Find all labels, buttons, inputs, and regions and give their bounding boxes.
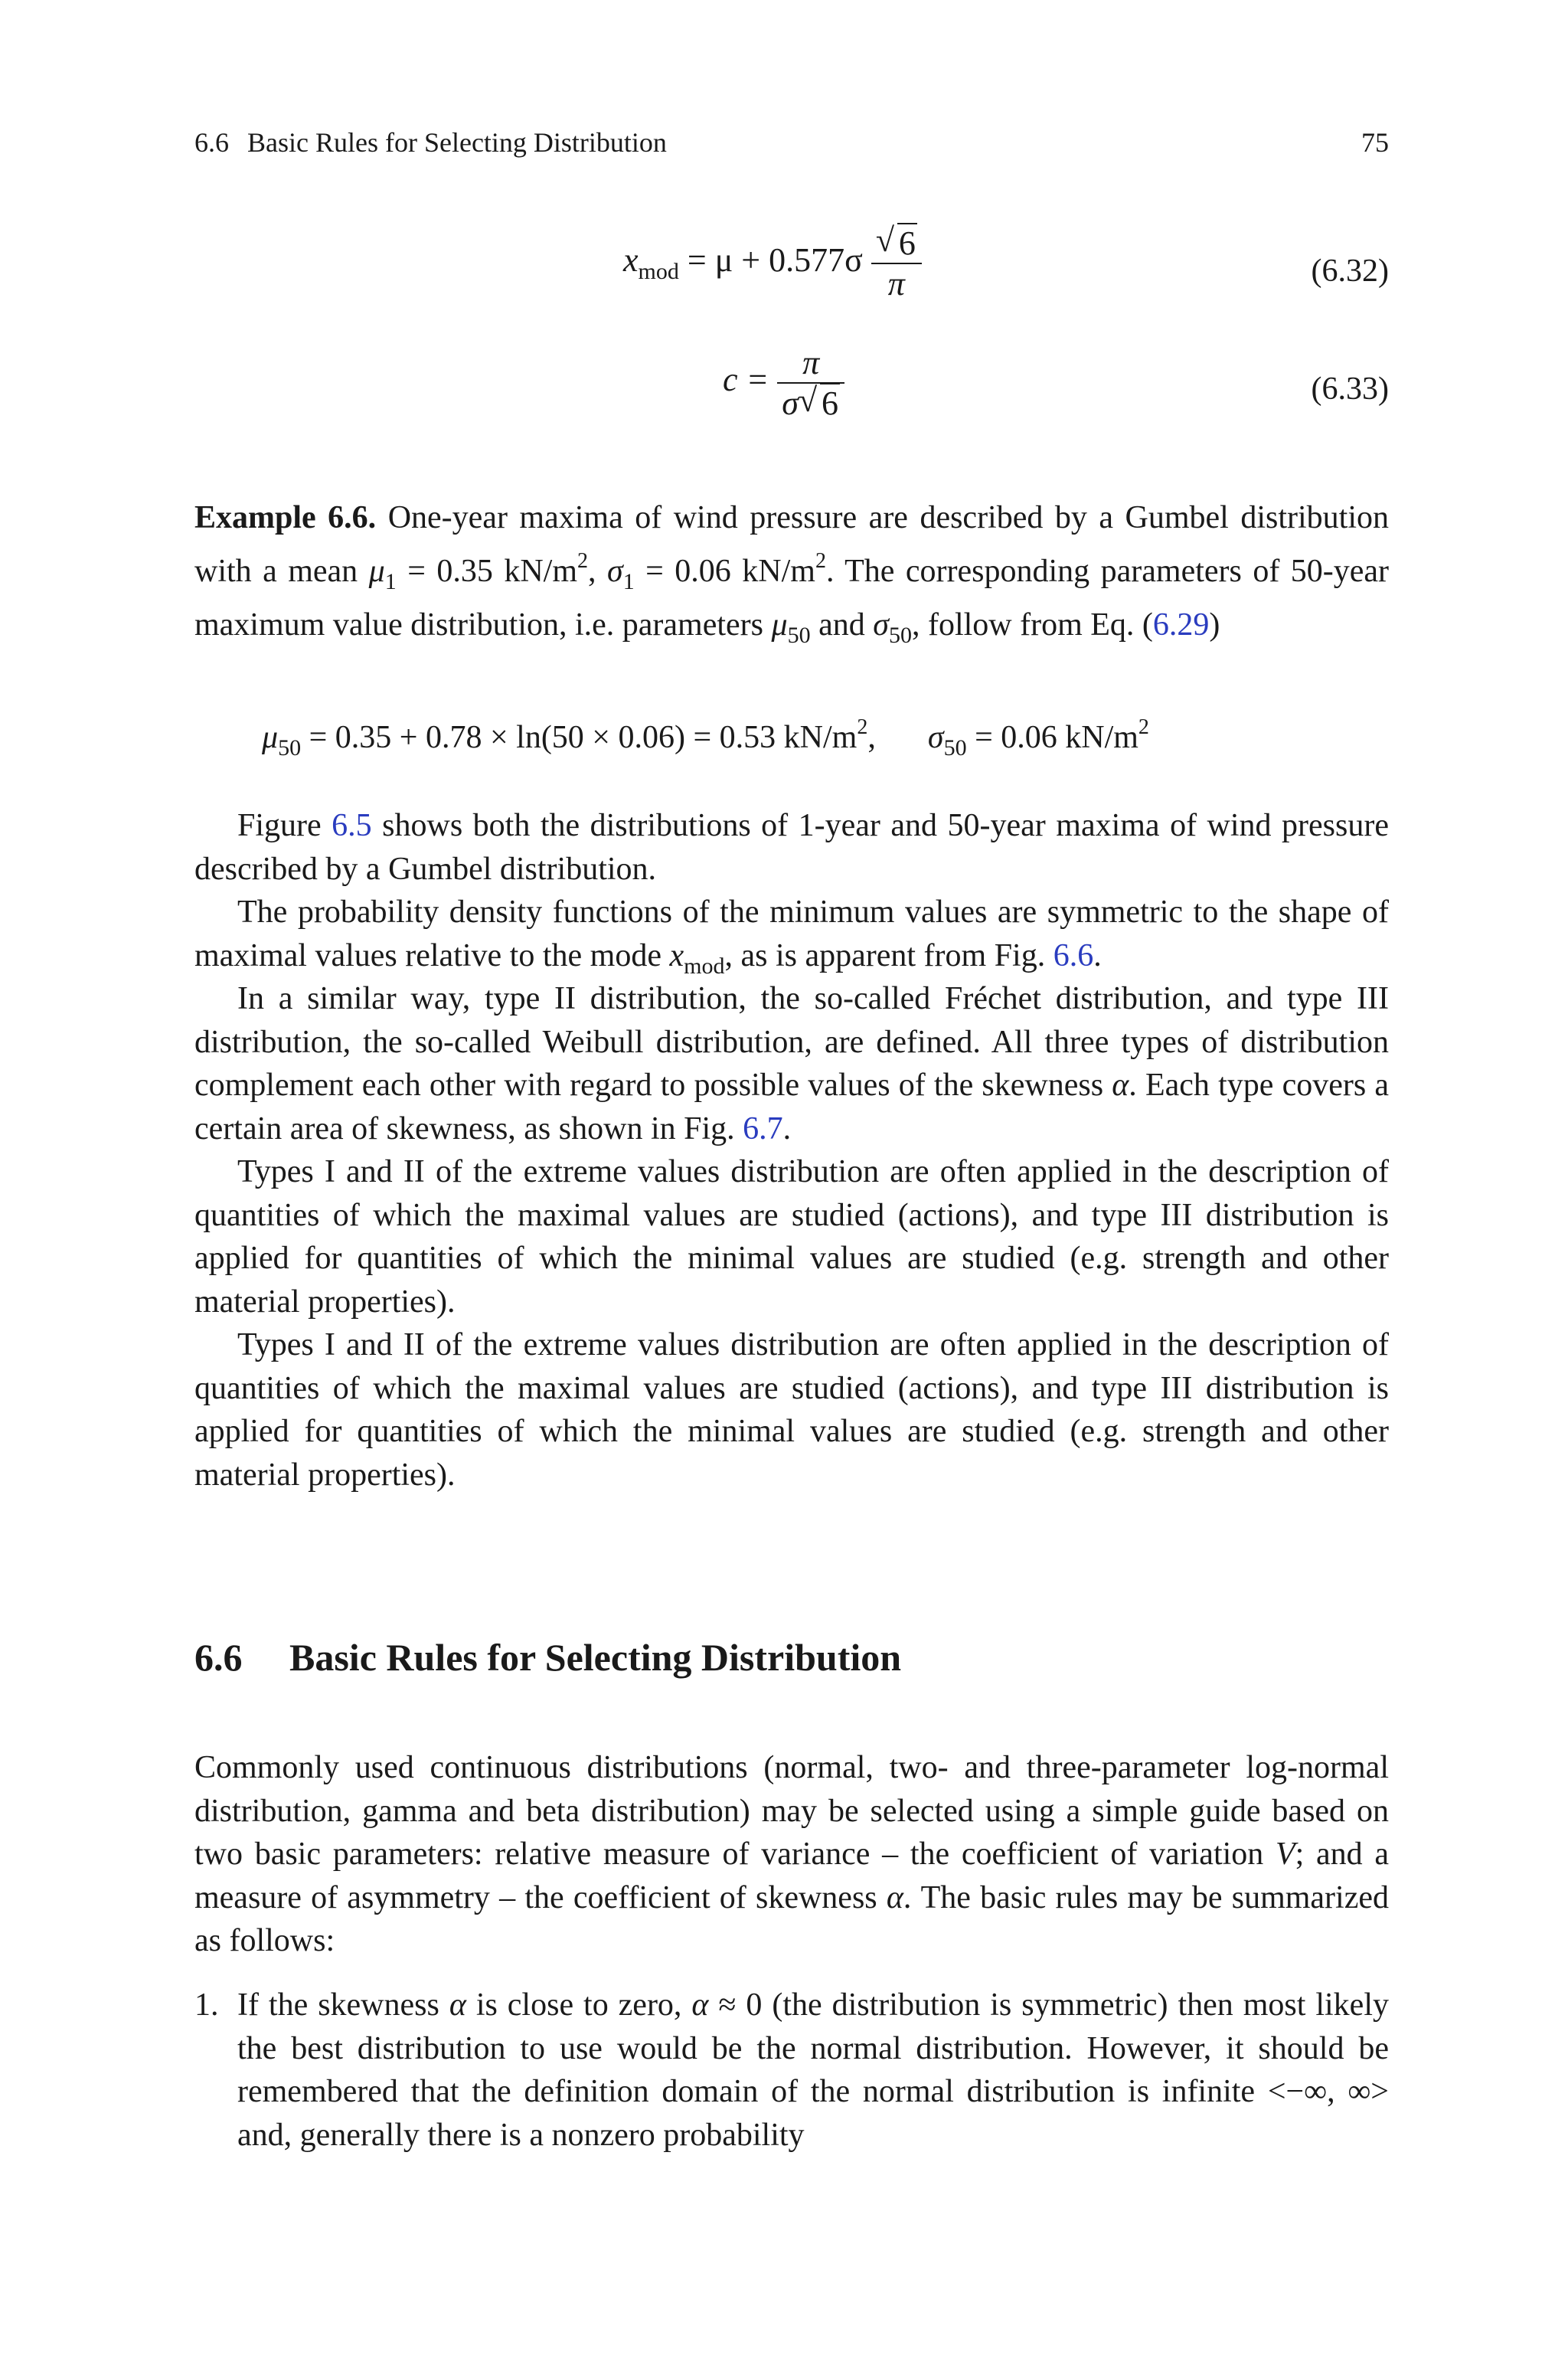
p3-alpha: α	[1112, 1068, 1129, 1103]
eq632-rhs: = μ + 0.577σ	[687, 241, 863, 280]
li1-alpha-2: α	[691, 1987, 709, 2023]
equation-6-32-body	[623, 221, 922, 303]
example-text-5: . The corresponding parameters of 50-year maximum value distribution, i.e. parameters	[194, 553, 1390, 643]
figure-link-6-5[interactable]: 6.5	[332, 808, 372, 843]
p3-text-2: . Each type covers a certain area of skewness, as shown in Fig.	[194, 1068, 1389, 1146]
eq632-lhs-var: x	[623, 241, 639, 280]
example-label: Example 6.6.	[194, 500, 377, 535]
example-mu-sub: 1	[384, 568, 397, 594]
list-item-1	[194, 1984, 1389, 2157]
example-sup-2: 2	[815, 548, 826, 573]
li1-alpha-1: α	[449, 1987, 466, 2023]
example-text-4: = 0.06 kN/m	[634, 553, 815, 589]
page-number: 75	[1361, 127, 1389, 158]
equation-6-32	[194, 221, 1389, 316]
eq632-lhs-sub: mod	[638, 259, 679, 285]
figure-link-6-7[interactable]: 6.7	[743, 1110, 783, 1146]
paragraph-types-i-ii-a: Types I and II of the extreme values distribution are often applied in the description of quantities of which the maximal values are studied (actions), and type III distribution is applied for quantities of which the minimal values are studied (e.g. strength and other material properties).	[194, 1154, 1389, 1320]
sqrt-symbol: √	[875, 221, 894, 259]
section-heading	[194, 1634, 901, 1680]
equation-number-6-33: (6.33)	[1311, 371, 1389, 407]
list-marker-1: 1.	[194, 1987, 219, 2023]
paragraph-type-ii-iii	[194, 977, 1389, 1150]
intro-v: V	[1275, 1837, 1295, 1872]
example-text-8: )	[1209, 607, 1220, 643]
intro-text-3: . The basic rules may be summarized as follows:	[194, 1879, 1389, 1958]
exeq-mu: μ	[262, 720, 279, 755]
p1-text-2: shows both the distributions of 1-year and 50-year maxima of wind pressure described by a Gumbel distribution.	[194, 808, 1389, 887]
equation-link-6-29[interactable]: 6.29	[1152, 607, 1210, 643]
equation-6-33-body	[723, 343, 844, 423]
example-sigma: σ	[606, 553, 623, 589]
p2-text-2: , as is apparent from Fig.	[724, 937, 1054, 973]
p2-var-sub: mod	[684, 953, 725, 979]
equation-number-6-32: (6.32)	[1311, 254, 1389, 289]
example-text-2: = 0.35 kN/m	[396, 553, 577, 589]
sqrt-symbol: √	[798, 381, 818, 419]
p3-text-1: In a similar way, type II distribution, the so-called Fréchet distribution, and type III distribution, the so-called Weibull distribution, are defined. All three types of distribution complement each other with regard to possible values of the skewness	[194, 981, 1389, 1103]
p3-text-3: .	[782, 1110, 792, 1146]
paragraph-types-i-ii-b: Types I and II of the extreme values distribution are often applied in the description of quantities of which the maximal values are studied (actions), and type III distribution is applied for quantities of which the minimal values are studied (e.g. strength and other material properties).	[194, 1327, 1389, 1493]
eq633-fraction	[777, 343, 844, 423]
exeq-sigma: σ	[927, 720, 944, 755]
eq632-sqrt-arg: 6	[898, 224, 916, 262]
eq633-denominator	[777, 382, 844, 423]
running-head-section-number: 6.6	[194, 127, 229, 158]
intro-alpha: α	[886, 1879, 903, 1915]
running-head	[194, 126, 1389, 159]
eq633-sqrt-arg: 6	[821, 384, 838, 422]
exeq-sigma-sub: 50	[943, 735, 967, 761]
exeq-sup-2: 2	[1138, 715, 1149, 739]
example-mu: μ	[368, 553, 385, 589]
exeq-sup-1: 2	[857, 715, 868, 739]
intro-text-1: Commonly used continuous distributions (normal, two- and three-parameter log-normal distribution, gamma and beta distribution) may be selected using a simple guide based on two basic parameters: relative measure of variance – the coefficient of variation	[194, 1750, 1389, 1872]
p1-text-1: Figure	[237, 808, 332, 843]
p2-text-1: The probability density functions of the minimum values are symmetric to the shape of maximal values relative to the mode	[194, 895, 1389, 973]
eq632-sqrt	[875, 221, 917, 263]
p2-var: x	[669, 937, 684, 973]
example-sigma50-sub: 50	[888, 623, 912, 648]
li1-text-1: If the skewness	[237, 1987, 449, 2023]
eq633-numerator: π	[802, 344, 820, 381]
paragraph-figure-6-5	[194, 804, 1389, 891]
paragraph-minimum-values	[194, 891, 1389, 988]
exeq-comma: ,	[867, 720, 876, 755]
example-mu50: μ	[771, 607, 788, 643]
exeq-expr-1: = 0.35 + 0.78 × ln(50 × 0.06) = 0.53 kN/m	[309, 720, 858, 755]
li1-text-3: ≈ 0 (the distribution is symmetric) then most likely the best distribution to use would be the normal distribution. However, it should be remembered that the definition domain of the normal distribution is infinite <−∞, ∞> and, generally there is a nonzero probability	[237, 1987, 1389, 2153]
section-heading-title: Basic Rules for Selecting Distribution	[289, 1636, 902, 1679]
eq633-den-prefix: σ	[782, 384, 799, 422]
example-equation-body	[262, 715, 1149, 761]
example-text-3: ,	[588, 553, 607, 589]
example-text-7: , follow from Eq. (	[911, 607, 1153, 643]
section-intro	[194, 1746, 1389, 1963]
eq632-fraction	[871, 221, 922, 303]
eq632-denominator: π	[871, 263, 922, 303]
exeq-expr-2: = 0.06 kN/m	[975, 720, 1138, 755]
list-item-1-text	[237, 1984, 1389, 2157]
equation-6-33	[194, 343, 1389, 443]
example-6-6	[194, 496, 1389, 658]
example-sigma50: σ	[873, 607, 889, 643]
p2-text-3: .	[1093, 937, 1102, 973]
exeq-mu-sub: 50	[278, 735, 302, 761]
example-text-6: and	[810, 607, 874, 643]
intro-text-2: ; and a measure of asymmetry – the coefficient of skewness	[194, 1837, 1389, 1915]
eq633-sqrt	[798, 381, 840, 423]
example-equation	[194, 715, 1389, 761]
example-mu50-sub: 50	[787, 623, 811, 648]
eq633-lhs: c =	[723, 361, 769, 399]
running-head-title: Basic Rules for Selecting Distribution	[247, 127, 667, 158]
example-sigma-sub: 1	[622, 568, 635, 594]
example-sup: 2	[577, 548, 588, 573]
example-text-1: One-year maxima of wind pressure are described by a Gumbel distribution with a mean	[194, 500, 1390, 589]
eq632-numerator	[871, 221, 922, 263]
section-heading-number: 6.6	[194, 1636, 243, 1679]
figure-link-6-6[interactable]: 6.6	[1053, 937, 1094, 973]
li1-text-2: is close to zero,	[466, 1987, 692, 2023]
